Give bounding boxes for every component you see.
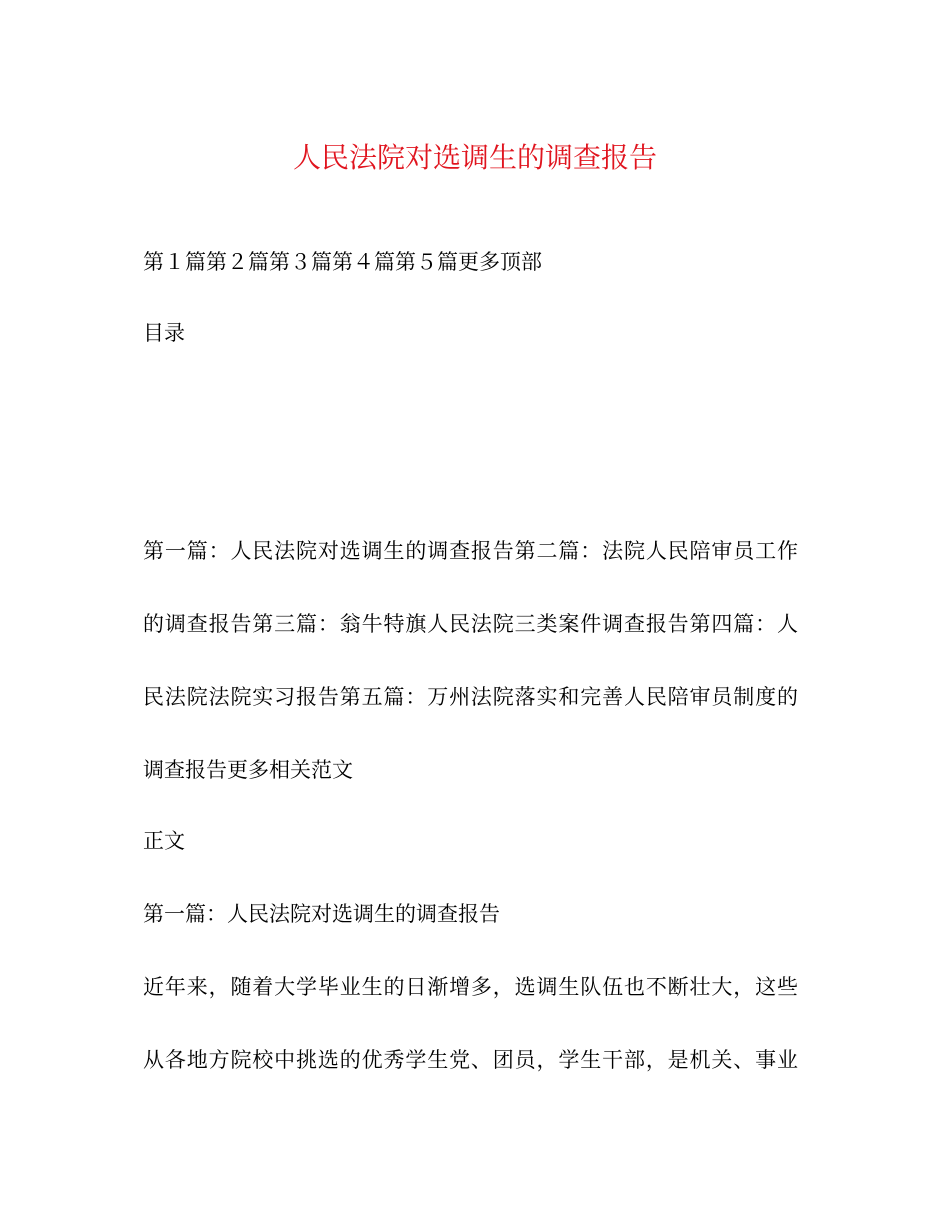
document-title: 人民法院对选调生的调查报告 bbox=[292, 141, 657, 174]
section-title: 第一篇：人民法院对选调生的调查报告 bbox=[143, 902, 500, 926]
body-paragraph bbox=[143, 972, 798, 1118]
body-row: 从各地方院校中挑选的优秀学生党、团员，学生干部，是机关、事业 bbox=[143, 1048, 798, 1072]
toc-row: 第一篇：人民法院对选调生的调查报告第二篇：法院人民陪审员工作 bbox=[143, 539, 798, 563]
toc-row: 调查报告更多相关范文 bbox=[143, 758, 353, 782]
body-heading: 正文 bbox=[143, 829, 185, 853]
toc-heading: 目录 bbox=[143, 321, 185, 345]
toc-list bbox=[143, 536, 798, 828]
body-row: 近年来，随着大学毕业生的日渐增多，选调生队伍也不断壮大，这些 bbox=[143, 975, 798, 999]
nav-line: 第１篇第２篇第３篇第４篇第５篇更多顶部 bbox=[143, 250, 542, 274]
toc-row: 民法院法院实习报告第五篇：万州法院落实和完善人民陪审员制度的 bbox=[143, 685, 798, 709]
toc-row: 的调查报告第三篇：翁牛特旗人民法院三类案件调查报告第四篇：人 bbox=[143, 612, 798, 636]
